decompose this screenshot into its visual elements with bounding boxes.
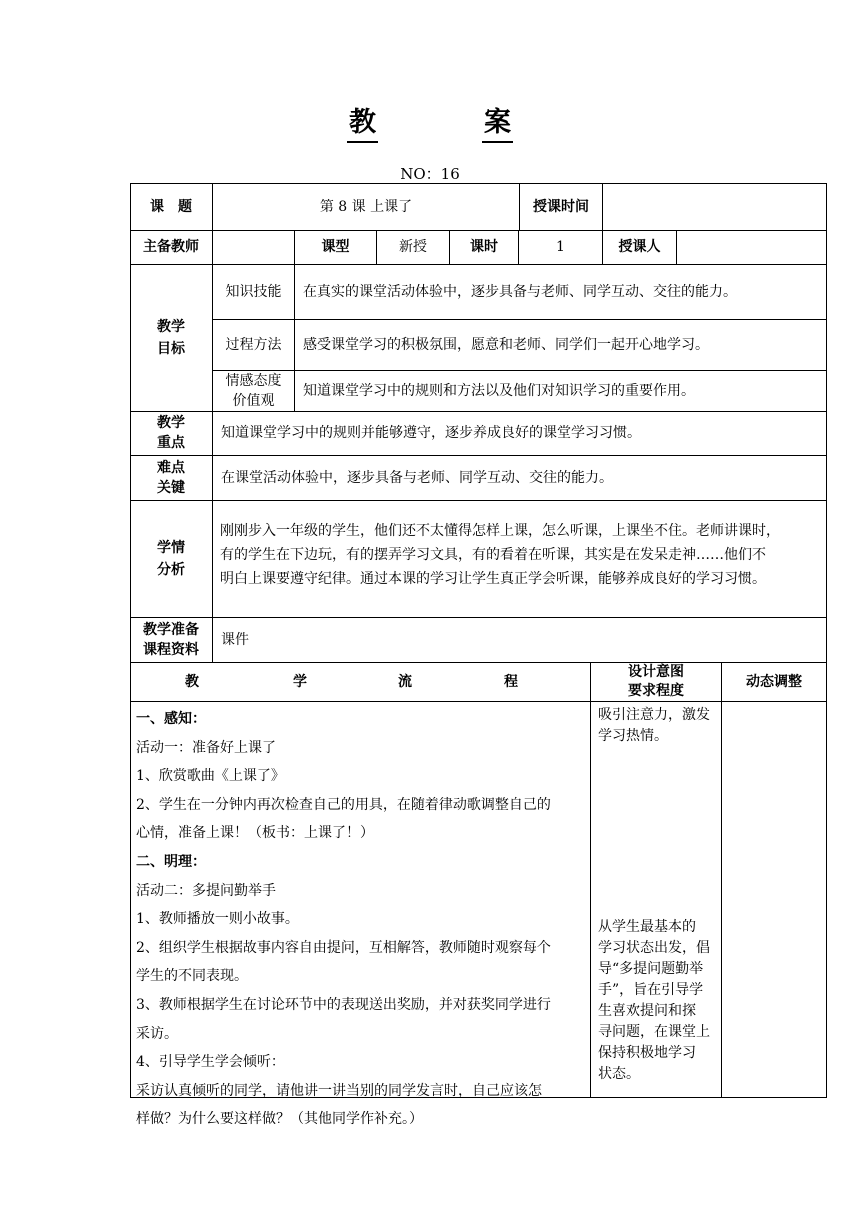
lead-teacher-value xyxy=(213,230,294,264)
goal-knowledge-label: 知识技能 xyxy=(225,283,282,300)
lecturer-value xyxy=(677,230,826,264)
goal-attitude-label: 情感态度 价值观 xyxy=(225,372,282,409)
materials-label: 教学准备 课程资料 xyxy=(143,621,199,658)
teaching-focus-label: 教学 重点 xyxy=(157,415,185,451)
teaching-time-value xyxy=(603,183,826,230)
flow-line: 1、欣赏歌曲《上课了》 xyxy=(136,768,285,785)
goal-process-label: 过程方法 xyxy=(225,336,282,353)
lesson-type-value: 新授 xyxy=(399,239,427,255)
topic-value: 第 8 课 上课了 xyxy=(319,198,413,215)
lead-teacher-label: 主备教师 xyxy=(143,239,199,255)
flow-line: 活动一：准备好上课了 xyxy=(136,739,276,756)
lesson-plan-table xyxy=(130,183,827,1128)
flow-line: 2、学生在一分钟内再次检查自己的用具，在随着律动歌调整自己的 xyxy=(136,796,551,813)
flow-line: 二、明理： xyxy=(136,853,206,870)
flow-line: 采访认真倾听的同学，请他讲一讲当别的同学发言时，自己应该怎 xyxy=(136,1082,542,1099)
flow-line: 学生的不同表现。 xyxy=(136,968,248,985)
flow-line: 一、感知： xyxy=(136,711,206,727)
flow-line: 2、组织学生根据故事内容自由提问，互相解答，教师随时观察每个 xyxy=(136,939,551,956)
difficulty-label: 难点 关键 xyxy=(157,459,185,496)
student-analysis-label: 学情 分析 xyxy=(157,539,185,578)
teaching-goals-label: 教学 目标 xyxy=(157,318,185,357)
flow-line: 样做？为什么要这样做？（其他同学作补充。） xyxy=(136,1111,423,1128)
flow-line: 采访。 xyxy=(136,1025,178,1042)
difficulty-text: 在课堂活动体验中，逐步具备与老师、同学互动、交往的能力。 xyxy=(221,469,613,486)
document-number: NO：16 xyxy=(400,165,460,183)
flow-line: 4、引导学生学会倾听： xyxy=(136,1054,285,1071)
class-hours-label: 课时 xyxy=(470,239,498,255)
dynamic-adjust-header: 动态调整 xyxy=(746,673,802,690)
student-analysis-text: 刚刚步入一年级的学生，他们还不太懂得怎样上课，怎么听课，上课坐不住。老师讲课时， 有的学生在下边玩，有的摆弄学习文具，有的看着在听课，其实是在发呆走神……他们不 明白上课要遵守纪律。通过本课的学习让学生真正学会听课，能够养成良好的学习习惯。 xyxy=(220,523,780,587)
teaching-time-label: 授课时间 xyxy=(533,198,589,215)
flow-line: 活动二：多提问勤举手 xyxy=(136,882,276,899)
document-title xyxy=(0,100,860,143)
goal-attitude-text: 知道课堂学习中的规则和方法以及他们对知识学习的重要作用。 xyxy=(303,382,695,399)
flow-line: 心情，准备上课！（板书：上课了！） xyxy=(136,825,374,842)
topic-label: 课 题 xyxy=(150,198,192,215)
design-intent-header: 设计意图 要求程度 xyxy=(628,663,684,699)
goal-process-text: 感受课堂学习的积极氛围，愿意和老师、同学们一起开心地学习。 xyxy=(303,336,709,353)
flow-line: 3、教师根据学生在讨论环节中的表现送出奖励，并对获奖同学进行 xyxy=(136,996,551,1013)
teaching-flow-content xyxy=(136,705,588,1134)
design-intent-2: 从学生最基本的 学习状态出发，倡 导“多提问题勤举 手”，旨在引导学 生喜欢提问和探 寻问题，在课堂上 保持积极地学习 状态。 xyxy=(598,919,710,1082)
title-char-2: 案 xyxy=(482,100,513,143)
flow-header: 教 学 流 程 xyxy=(185,673,518,690)
class-hours-value: 1 xyxy=(556,239,565,255)
goal-knowledge-text: 在真实的课堂活动体验中，逐步具备与老师、同学互动、交往的能力。 xyxy=(303,283,737,300)
title-char-1: 教 xyxy=(347,100,378,143)
materials-text: 课件 xyxy=(221,631,249,648)
flow-line: 1、教师播放一则小故事。 xyxy=(136,911,299,928)
lesson-type-label: 课型 xyxy=(321,239,350,255)
teaching-focus-text: 知道课堂学习中的规则并能够遵守，逐步养成良好的课堂学习习惯。 xyxy=(221,425,641,441)
lecturer-label: 授课人 xyxy=(618,239,661,255)
design-intent-1: 吸引注意力，激发 学习热情。 xyxy=(598,707,710,744)
